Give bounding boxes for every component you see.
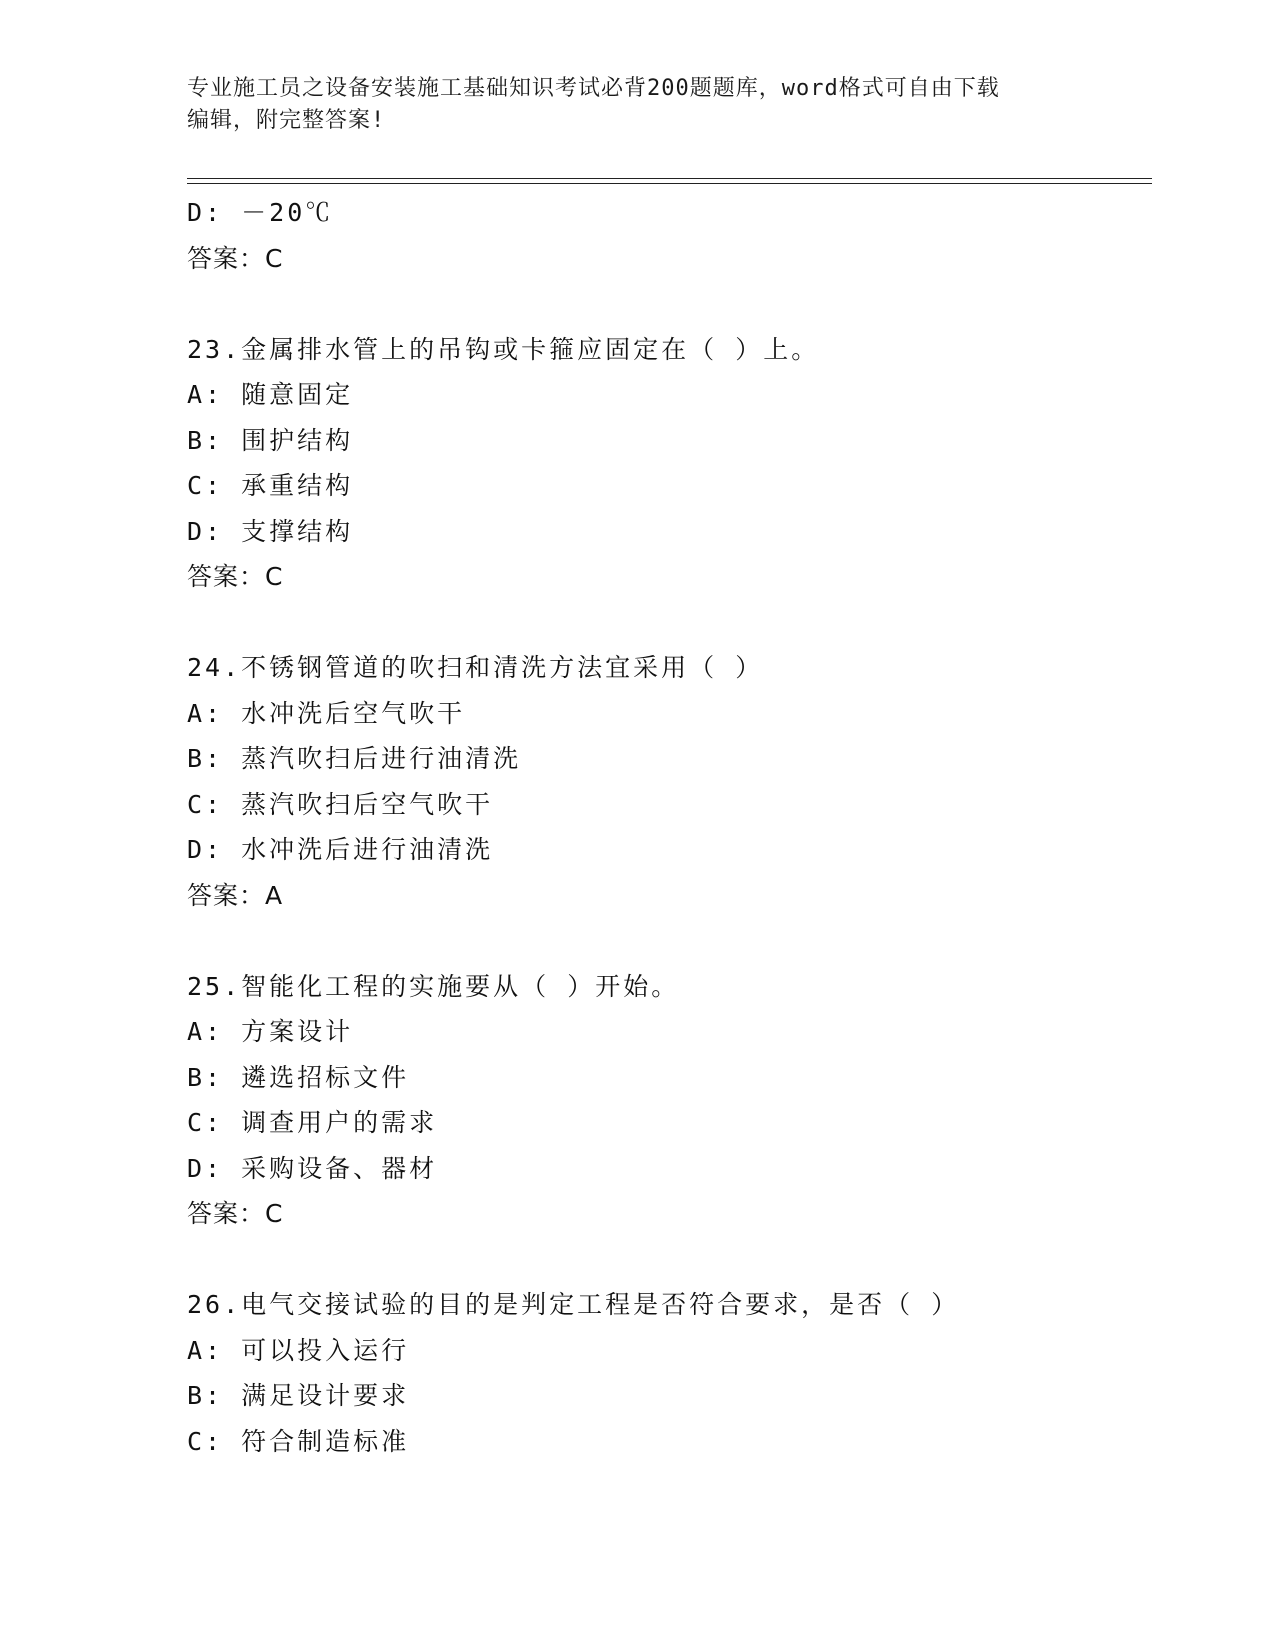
option-a: A: 随意固定 [187,380,354,409]
option-d: D: －20℃ [187,198,334,227]
question-stem: 24.不锈钢管道的吹扫和清洗方法宜采用（ ） [187,653,764,682]
option-c: C: 蒸汽吹扫后空气吹干 [187,789,494,819]
question-stem: 23.金属排水管上的吊钩或卡箍应固定在（ ）上。 [187,334,820,364]
option-b: B: 围护结构 [187,425,354,455]
question-25 [187,964,1147,1237]
spacer [187,1237,1147,1283]
answer-value: A [265,880,286,910]
answer-label: 答案： [187,1199,266,1228]
answer-value: C [265,243,286,273]
option-d: D: 水冲洗后进行油清洗 [187,835,494,864]
option-a: A: 可以投入运行 [187,1335,410,1365]
option-d: D: 采购设备、器材 [187,1153,438,1183]
answer-label: 答案： [187,243,266,273]
question-23 [187,327,1147,600]
spacer [187,281,1147,327]
answer-line [187,1191,1147,1237]
question-stem: 25.智能化工程的实施要从（ ）开始。 [187,971,680,1001]
option-c: C: 承重结构 [187,471,354,500]
answer-value: C [265,1199,286,1228]
option-d: D: 支撑结构 [187,516,354,546]
option-b: B: 遴选招标文件 [187,1062,410,1092]
option-b: B: 满足设计要求 [187,1381,410,1410]
header-title-line1: 专业施工员之设备安装施工基础知识考试必背200题题库，word格式可自由下载 [187,76,1000,101]
answer-line [187,554,1147,600]
answer-label: 答案： [187,880,266,910]
header-title-line2: 编辑，附完整答案! [187,108,386,133]
header-divider-bottom [187,183,1152,184]
spacer [187,600,1147,646]
option-c: C: 符合制造标准 [187,1426,410,1456]
answer-line [187,873,1147,919]
header-divider-top [187,178,1152,179]
question-24 [187,645,1147,918]
answer-line [187,236,1147,282]
answer-label: 答案： [187,562,266,591]
question-26 [187,1282,1147,1464]
option-a: A: 水冲洗后空气吹干 [187,698,466,728]
document-header [187,73,1067,137]
spacer [187,918,1147,964]
question-list [187,190,1147,1464]
answer-value: C [265,562,286,591]
option-c: C: 调查用户的需求 [187,1108,438,1137]
option-a: A: 方案设计 [187,1017,354,1046]
option-b: B: 蒸汽吹扫后进行油清洗 [187,744,522,773]
question-stem: 26.电气交接试验的目的是判定工程是否符合要求，是否（ ） [187,1290,960,1319]
